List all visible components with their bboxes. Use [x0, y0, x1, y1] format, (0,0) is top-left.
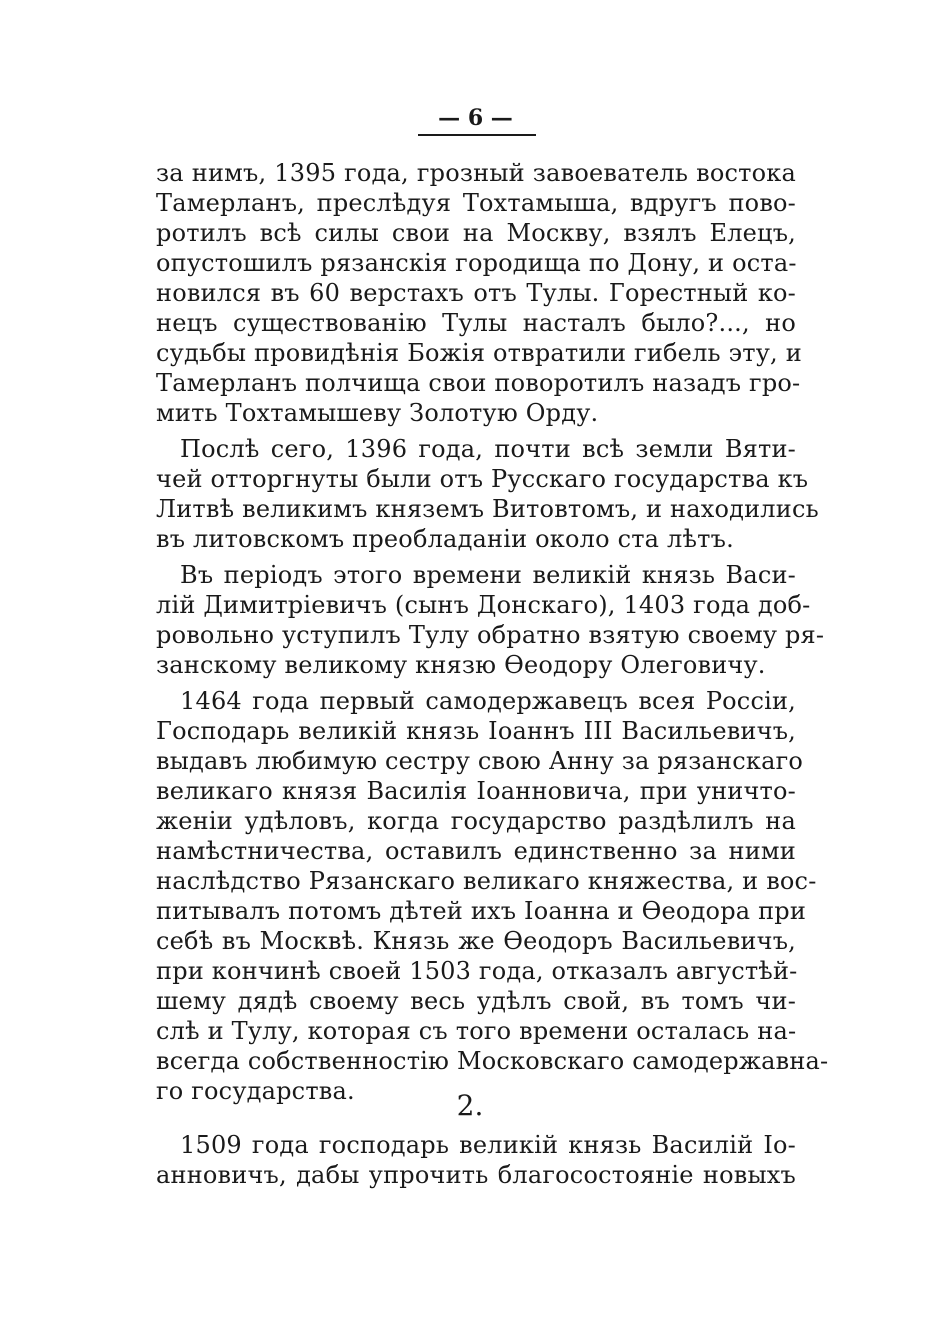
- section-2-text: [156, 1130, 796, 1196]
- text-line: Литвѣ великимъ княземъ Витовтомъ, и находились: [156, 495, 819, 523]
- header-rule: [418, 134, 536, 136]
- text-line: при кончинѣ своей 1503 года, отказалъ августѣй-: [156, 957, 798, 985]
- text-line: чей отторгнуты были отъ Русскаго государства къ: [156, 465, 809, 493]
- text-line: нецъ существованію Тулы насталъ было?..., но: [156, 309, 796, 337]
- text-line: мить Тохтамышеву Золотую Орду.: [156, 399, 599, 427]
- text-line: судьбы провидѣнія Божія отвратили гибель эту, и: [156, 339, 802, 367]
- page-number: — 6 —: [438, 105, 513, 131]
- text-line: питывалъ потомъ дѣтей ихъ Іоанна и Ѳеодора при: [156, 897, 807, 925]
- text-line: занскому великому князю Ѳеодору Олеговичу.: [156, 651, 766, 679]
- text-line: ровольно уступилъ Тулу обратно взятую своему ря-: [156, 621, 825, 649]
- text-line: 1509 года господарь великій князь Василій Іо-: [180, 1131, 796, 1159]
- paragraph-4: [156, 686, 829, 1106]
- paragraph-1: [156, 158, 802, 428]
- text-line: 1464 года первый самодержавецъ всея Россіи,: [180, 687, 796, 715]
- text-line: Тамерланъ полчища свои поворотилъ назадъ гро-: [156, 369, 801, 397]
- text-line: выдавъ любимую сестру свою Анну за рязанскаго: [156, 747, 804, 775]
- paragraph-5: [156, 1130, 796, 1190]
- text-line: шему дядѣ своему весь удѣлъ свой, въ томъ чи-: [156, 987, 796, 1015]
- text-line: наслѣдство Рязанскаго великаго княжества, и вос-: [156, 867, 817, 895]
- text-line: въ литовскомъ преобладаніи около ста лѣтъ.: [156, 525, 734, 553]
- text-line: за нимъ, 1395 года, грозный завоеватель востока: [156, 159, 796, 187]
- text-line: Тамерланъ, преслѣдуя Тохтамыша, вдругъ пово-: [156, 189, 796, 217]
- text-line: Господарь великій князь Іоаннъ III Васильевичъ,: [156, 717, 796, 745]
- text-line: всегда собственностію Московскаго самодержавна-: [156, 1047, 829, 1075]
- text-line: намѣстничества, оставилъ единственно за ними: [156, 837, 796, 865]
- text-line: слѣ и Тулу, которая съ того времени осталась на-: [156, 1017, 797, 1045]
- main-text: [156, 158, 829, 1112]
- text-line: Послѣ сего, 1396 года, почти всѣ земли Вяти-: [180, 435, 796, 463]
- text-line: го государства.: [156, 1077, 355, 1105]
- text-line: себѣ въ Москвѣ. Князь же Ѳеодоръ Васильевичъ,: [156, 927, 796, 955]
- text-line: ротилъ всѣ силы свои на Москву, взялъ Елецъ,: [156, 219, 796, 247]
- paragraph-3: [156, 560, 825, 680]
- text-line: опустошилъ рязанскія городища по Дону, и оста-: [156, 249, 797, 277]
- text-line: великаго князя Василія Іоанновича, при уничто-: [156, 777, 796, 805]
- text-line: Въ періодъ этого времени великій князь Васи-: [180, 561, 796, 589]
- text-line: новился въ 60 верстахъ отъ Тулы. Горестный ко-: [156, 279, 796, 307]
- text-line: лій Димитріевичъ (сынъ Донскаго), 1403 года доб-: [156, 591, 811, 619]
- section-number: 2.: [456, 1089, 484, 1122]
- text-line: анновичъ, дабы упрочить благосостояніе новыхъ: [156, 1161, 796, 1189]
- paragraph-2: [156, 434, 819, 554]
- text-line: женіи удѣловъ, когда государство раздѣлилъ на: [156, 807, 796, 835]
